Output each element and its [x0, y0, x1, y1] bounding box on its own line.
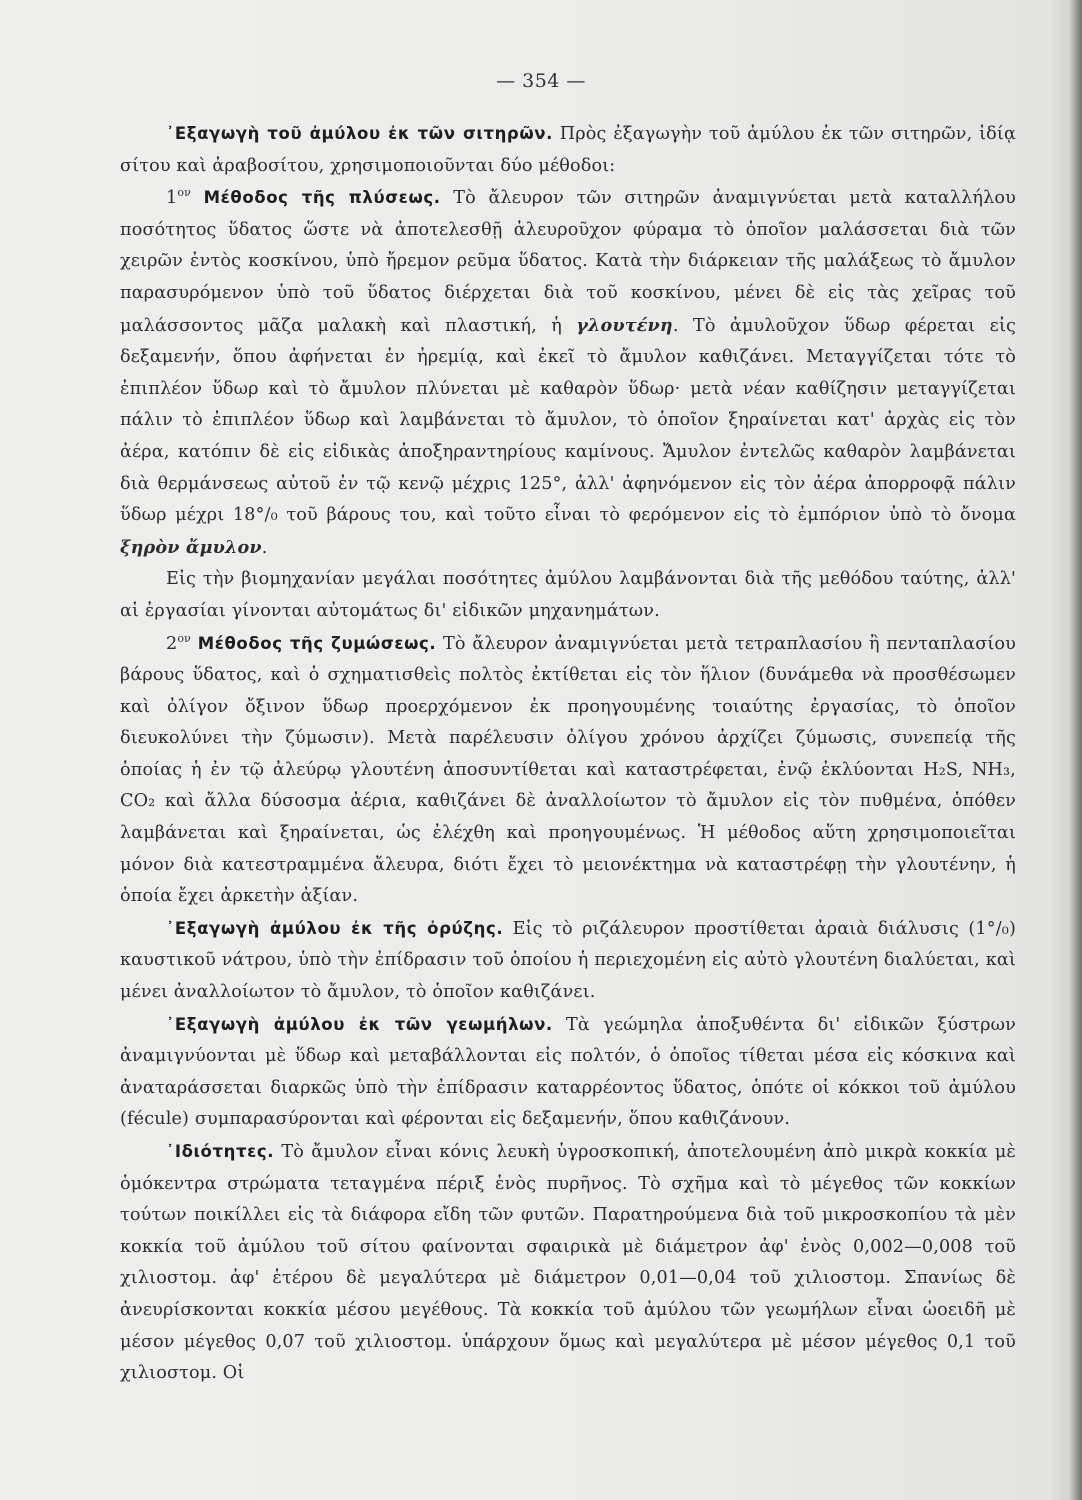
- page-number: — 354 —: [496, 70, 586, 92]
- ordinal: 2: [166, 633, 178, 654]
- paragraph-text: Τὰ γεώμηλα ἀποξυθέντα δι' εἰδικῶν ξύστρων ἀναμιγνύονται μὲ ὕδωρ καὶ μεταβάλλονται εἰς πολτόν, ὁ ὁποῖος τίθεται μέσα εἰς κόσκινα καὶ ἀναταράσσεται διαρκῶς ὑπὸ τὴν ἐπίδρασιν καταρρέοντος ὕδατος, ὁπότε οἱ κόκκοι τοῦ ἀμύλου (fécule) συμπαρασύρονται καὶ φέρονται εἰς δεξαμενήν, ὅπου καθιζάνουν.: [120, 1014, 1016, 1130]
- ordinal-suffix: ον: [177, 186, 191, 200]
- paragraph-text: Τὸ ἄλευρον ἀναμιγνύεται μετὰ τετραπλασίου ἢ πενταπλασίου βάρους ὕδατος, καὶ ὁ σχηματισθεὶς πολτὸς ἐκτίθεται εἰς τὸν ἥλιον (δυνάμεθα νὰ προσθέσωμεν καὶ ὀλίγον ὄξινον ὕδωρ προερχόμενον ἐκ προηγουμένης τοιαύτης ἐργασίας, τὸ ὁποῖον διευκολύνει τὴν ζύμωσιν). Μετὰ παρέλευσιν ὀλίγου χρόνου ἀρχίζει ζύμωσις, συνεπείᾳ τῆς ὁποίας ἡ ἐν τῷ ἀλεύρῳ γλουτένη ἀποσυντίθεται καὶ καταστρέφεται, ἐνῷ ἐκλύονται H₂S, NH₃, CO₂ καὶ ἄλλα δύσοσμα ἀέρια, καθιζάνει δὲ ἀναλλοίωτον τὸ ἄμυλον εἰς τὸν πυθμένα, ὁπόθεν λαμβάνεται καὶ ξηραίνεται, ὡς ἐλέχθη καὶ προηγουμένως. Ἡ μέθοδος αὕτη χρησιμοποιεῖται μόνον διὰ κατεστραμμένα ἄλευρα, διότι ἔχει τὸ μειονέκτημα νὰ καταστρέφῃ τὴν γλουτένην, ἡ ὁποία ἔχει ἀρκετὴν ἀξίαν.: [120, 633, 1017, 907]
- heading-starch-from-potatoes: ᾿Εξαγωγὴ ἀμύλου ἐκ τῶν γεωμήλων.: [166, 1014, 553, 1034]
- paragraph-rice-starch: [120, 913, 1016, 1009]
- paragraph-fermentation-method: [120, 628, 1016, 913]
- paragraph-text: Εἰς τὴν βιομηχανίαν μεγάλαι ποσότητες ἀμύλου λαμβάνονται διὰ τῆς μεθόδου ταύτης, ἀλλ' αἱ ἐργασίαι γίνονται αὐτομάτως δι' εἰδικῶν μηχανημάτων.: [120, 569, 1016, 621]
- paragraph-text: Πρὸς ἐξαγωγὴν τοῦ ἀμύλου ἐκ τῶν σιτηρῶν, ἰδίᾳ σίτου καὶ ἀραβοσίτου, χρησιμοποιοῦνται δύο μέθοδοι:: [120, 124, 1016, 176]
- paragraph-cereals-intro: [120, 118, 1016, 182]
- paragraph-text: .: [261, 537, 268, 558]
- ordinal-suffix: ον: [177, 631, 191, 645]
- paragraph-potato-starch: [120, 1009, 1016, 1136]
- paragraph-industry-note: [120, 564, 1016, 627]
- ordinal: 1: [166, 188, 178, 209]
- heading-starch-from-rice: ᾿Εξαγωγὴ ἀμύλου ἐκ τῆς ὀρύζης.: [166, 918, 504, 938]
- term-dry-starch: ξηρὸν ἄμυλον: [120, 536, 262, 558]
- paragraph-properties: [120, 1136, 1016, 1390]
- paragraph-text: Τὸ ἄλευρον τῶν σιτηρῶν ἀναμιγνύεται μετὰ καταλλήλου ποσότητος ὕδατος ὥστε νὰ ἀποτελεσθῇ ἀλευροῦχον φύραμα τὸ ὁποῖον μαλάσσεται διὰ τῶν χειρῶν ἐντὸς κοσκίνου, ὑπὸ ἤρεμον ρεῦμα ὕδατος. Κατὰ τὴν διάρκειαν τῆς μαλάξεως τὸ ἄμυλον παρασυρόμενον ὑπὸ τοῦ ὕδατος διέρχεται διὰ τοῦ κοσκίνου, μένει δὲ εἰς τὰς χεῖρας τοῦ μαλάσσοντος μᾶζα μαλακὴ καὶ πλαστική, ἡ: [120, 188, 1016, 336]
- heading-washing-method: Μέθοδος τῆς πλύσεως.: [203, 188, 441, 208]
- paragraph-text: Εἰς τὸ ριζάλευρον προστίθεται ἀραιὰ διάλυσις (1°/₀) καυστικοῦ νάτρου, ὑπὸ τὴν ἐπίδρασιν τοῦ ὁποίου ἡ περιεχομένη εἰς αὐτὸ γλουτένη διαλύεται, καὶ μένει ἀναλλοίωτον τὸ ἄμυλον, τὸ ὁποῖον καθιζάνει.: [120, 918, 1016, 1003]
- heading-properties: ᾿Ιδιότητες.: [166, 1142, 275, 1161]
- term-gluten: γλουτένη: [576, 314, 673, 336]
- page-binding-edge: [1068, 0, 1082, 1500]
- paragraph-text: Τὸ ἄμυλον εἶναι κόνις λευκὴ ὑγροσκοπική, ἀποτελουμένη ἀπὸ μικρὰ κοκκία μὲ ὁμόκεντρα στρώματα τεταγμένα πέριξ ἑνὸς πυρῆνος. Τὸ σχῆμα καὶ τὸ μέγεθος τῶν κοκκίων τούτων ποικίλλει εἰς τὰ διάφορα εἴδη τῶν φυτῶν. Παρατηρούμενα διὰ τοῦ μικροσκοπίου τὰ μὲν κοκκία τοῦ ἀμύλου τοῦ σίτου φαίνονται σφαιρικὰ μὲ διάμετρον ἀφ' ἑνὸς 0,002—0,008 τοῦ χιλιοστομ. ἀφ' ἑτέρου δὲ μεγαλύτερα μὲ διάμετρον 0,01—0,04 τοῦ χιλιοστομ. Σπανίως δὲ ἀνευρίσκονται κοκκία μέσου μεγέθους. Τὰ κοκκία τοῦ ἀμύλου τῶν γεωμήλων εἶναι ὠοειδῆ μὲ μέσον μέγεθος 0,07 τοῦ χιλιοστομ. ὑπάρχουν ὅμως καὶ μεγαλύτερα μὲ μέσον μέγεθος 0,1 τοῦ χιλιοστομ. Οἱ: [120, 1142, 1016, 1384]
- paragraph-washing-method: [120, 182, 1016, 564]
- page-body: [120, 118, 1016, 1390]
- paragraph-text: . Τὸ ἀμυλοῦχον ὕδωρ φέρεται εἰς δεξαμενήν, ὅπου ἀφήνεται ἐν ἠρεμίᾳ, καὶ ἐκεῖ τὸ ἄμυλον καθιζάνει. Μεταγγίζεται τότε τὸ ἐπιπλέον ὕδωρ καὶ τὸ ἄμυλον πλύνεται μὲ καθαρὸν ὕδωρ· μετὰ νέαν καθίζησιν μεταγγίζεται πάλιν τὸ ἐπιπλέον ὕδωρ καὶ λαμβάνεται τὸ ἄμυλον, τὸ ὁποῖον ξηραίνεται κατ' ἀρχὰς εἰς τὸν ἀέρα, κατόπιν δὲ εἰς εἰδικὰς ἀποξηραντηρίους καμίνους. Ἄμυλον ἐντελῶς καθαρὸν λαμβάνεται διὰ θερμάνσεως αὐτοῦ ἐν τῷ κενῷ μέχρις 125°, ἀλλ' ἀφηνόμενον εἰς τὸν ἀέρα ἀπορροφᾷ πάλιν ὕδωρ μέχρι 18°/₀ τοῦ βάρους του, καὶ τοῦτο εἶναι τὸ φερόμενον εἰς τὸ ἐμπόριον ὑπὸ τὸ ὄνομα: [120, 315, 1017, 526]
- heading-fermentation-method: Μέθοδος τῆς ζυμώσεως.: [197, 633, 437, 653]
- heading-starch-from-cereals: ᾿Εξαγωγὴ τοῦ ἀμύλου ἐκ τῶν σιτηρῶν.: [166, 124, 553, 143]
